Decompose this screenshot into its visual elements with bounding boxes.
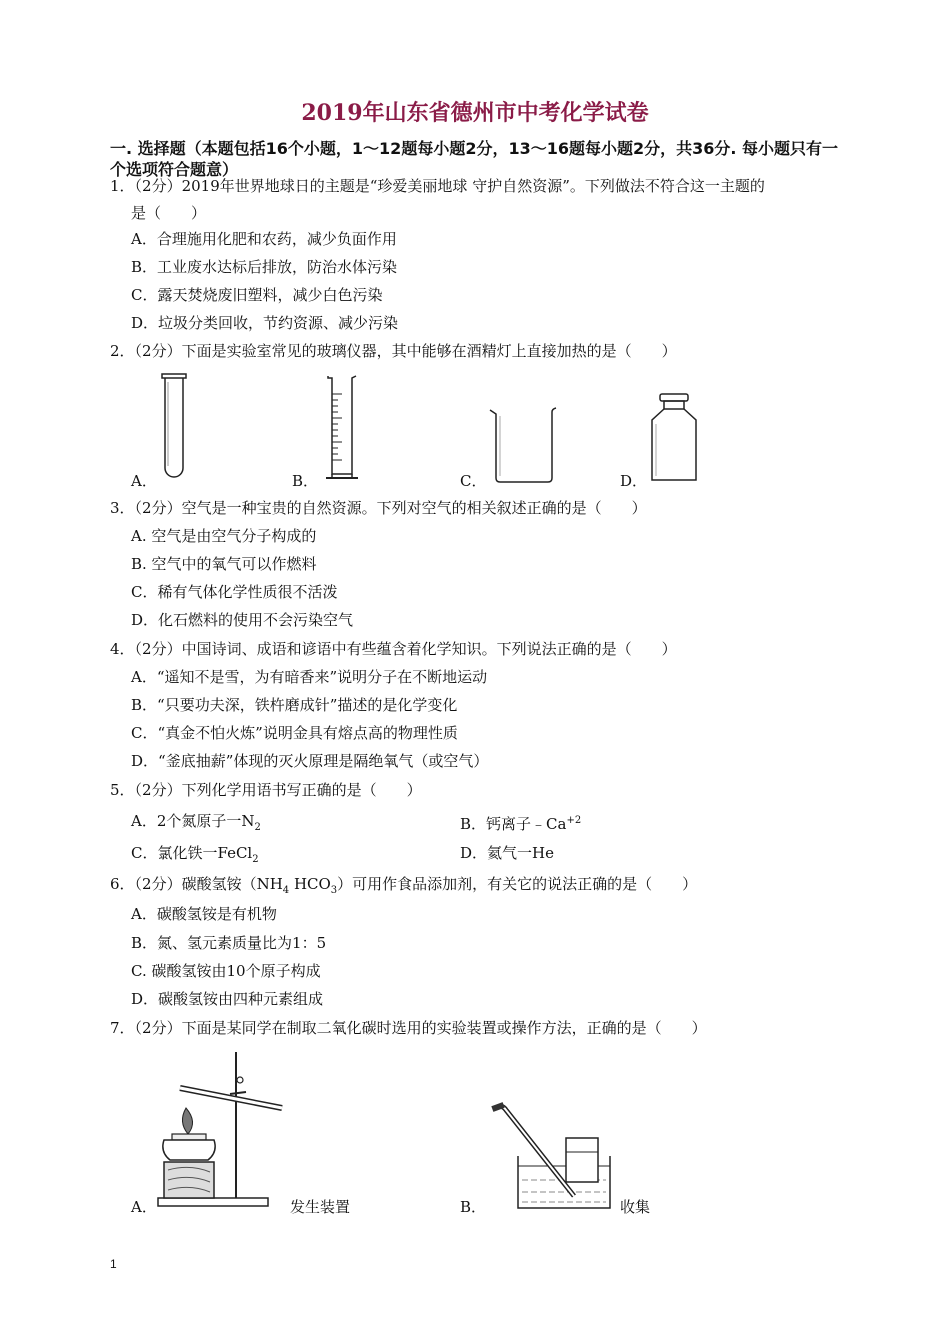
section-header: 一. 选择题（本题包括16个小题，1～12题每小题2分，13～16题每小题2分，共36分. 每小题只有一个选项符合题意） bbox=[110, 139, 839, 179]
q5-option-b bbox=[460, 811, 581, 834]
generation-apparatus-figure bbox=[150, 1048, 290, 1216]
q6-option-a: A．碳酸氢铵是有机物 bbox=[131, 905, 277, 923]
q6-stem-sub2: 3 bbox=[330, 885, 338, 896]
q6-stem-a: 6．（2分）碳酸氢铵（NH bbox=[110, 875, 283, 893]
q6-option-b: B．氮、氢元素质量比为1：5 bbox=[131, 934, 327, 952]
q6-stem bbox=[110, 874, 697, 901]
q3-option-d: D．化石燃料的使用不会污染空气 bbox=[131, 611, 354, 629]
q2-stem: 2．（2分）下面是实验室常见的玻璃仪器，其中能够在酒精灯上直接加热的是（ ） bbox=[110, 342, 677, 360]
q7-option-b: B． bbox=[460, 1198, 487, 1216]
page-title: 2019年山东省德州市中考化学试卷 bbox=[301, 100, 649, 126]
q5-option-b-sup: +2 bbox=[566, 815, 582, 826]
q7-option-a-caption: 发生装置 bbox=[290, 1198, 351, 1216]
test-tube-figure bbox=[160, 372, 190, 484]
page-number: 1 bbox=[110, 1257, 117, 1271]
q4-option-c: C．“真金不怕火炼”说明金具有熔点高的物理性质 bbox=[131, 724, 458, 742]
q4-stem: 4．（2分）中国诗词、成语和谚语中有些蕴含着化学知识。下列说法正确的是（ ） bbox=[110, 640, 677, 658]
q1-stem-cont: 是（ ） bbox=[131, 204, 207, 222]
q1-option-a: A．合理施用化肥和农药，减少负面作用 bbox=[131, 230, 397, 248]
q3-option-a: A. 空气是由空气分子构成的 bbox=[131, 527, 317, 545]
q2-option-d: D． bbox=[620, 472, 648, 490]
q6-stem-c: ）可用作食品添加剂，有关它的说法正确的是（ ） bbox=[337, 875, 698, 893]
q5-option-b-text: B．钙离子﹣Ca bbox=[460, 815, 567, 833]
q1-option-b: B．工业废水达标后排放，防治水体污染 bbox=[131, 258, 398, 276]
q6-stem-b: HCO bbox=[289, 875, 331, 893]
q5-option-d: D．氦气一He bbox=[460, 844, 554, 862]
q2-option-b: B． bbox=[292, 472, 319, 490]
q1-option-c: C．露天焚烧废旧塑料，减少白色污染 bbox=[131, 286, 383, 304]
q6-option-d: D．碳酸氢铵由四种元素组成 bbox=[131, 990, 324, 1008]
q6-stem-sub1: 4 bbox=[282, 885, 290, 896]
q5-option-c-text: C．氯化铁一FeCl bbox=[131, 844, 253, 862]
q5-option-a bbox=[131, 811, 261, 838]
q6-option-c: C. 碳酸氢铵由10个原子构成 bbox=[131, 962, 321, 980]
q5-option-a-sub: 2 bbox=[254, 822, 261, 833]
q3-option-b: B. 空气中的氧气可以作燃料 bbox=[131, 555, 317, 573]
reagent-bottle-figure bbox=[648, 392, 700, 486]
q3-stem: 3．（2分）空气是一种宝贵的自然资源。下列对空气的相关叙述正确的是（ ） bbox=[110, 499, 647, 517]
q5-option-c-sub: 2 bbox=[252, 854, 259, 865]
q4-option-a: A．“遥知不是雪，为有暗香来”说明分子在不断地运动 bbox=[131, 668, 488, 686]
q1-option-d: D．垃圾分类回收，节约资源、减少污染 bbox=[131, 314, 399, 332]
q5-option-c bbox=[131, 843, 259, 870]
q7-stem: 7．（2分）下面是某同学在制取二氧化碳时选用的实验装置或操作方法，正确的是（ ） bbox=[110, 1019, 707, 1037]
q2-option-c: C． bbox=[460, 472, 487, 490]
q5-option-a-text: A．2个氮原子一N bbox=[131, 812, 255, 830]
q5-stem: 5．（2分）下列化学用语书写正确的是（ ） bbox=[110, 781, 422, 799]
q4-option-d: D．“釜底抽薪”体现的灭火原理是隔绝氧气（或空气） bbox=[131, 752, 489, 770]
graduated-cylinder-figure bbox=[322, 374, 362, 486]
q2-option-a: A． bbox=[131, 472, 157, 490]
q3-option-c: C．稀有气体化学性质很不活泼 bbox=[131, 583, 338, 601]
q4-option-b: B．“只要功夫深，铁杵磨成针”描述的是化学变化 bbox=[131, 696, 458, 714]
q1-stem: 1．（2分）2019年世界地球日的主题是“珍爱美丽地球 守护自然资源”。下列做法不符合这一主题的 bbox=[110, 177, 765, 195]
beaker-figure bbox=[488, 406, 558, 486]
q7-option-b-caption: 收集 bbox=[620, 1198, 651, 1216]
collection-apparatus-figure bbox=[488, 1100, 618, 1212]
q7-option-a: A． bbox=[131, 1198, 157, 1216]
